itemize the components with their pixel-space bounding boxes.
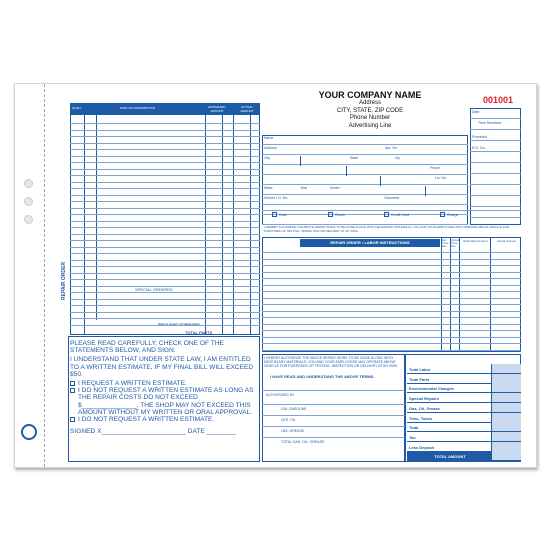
- col-divider: [96, 115, 97, 320]
- special-ordered-label: SPECIAL ORDERED: [135, 287, 173, 292]
- payment-row-line: [262, 210, 521, 211]
- labor-row-line: [262, 298, 521, 299]
- mileage-field-label: Odometer: [384, 196, 400, 200]
- field-line: [470, 151, 521, 152]
- header-actual-amount: ACTUAL AMOUNT: [240, 105, 254, 113]
- totals-amount-cell: [491, 413, 521, 423]
- printer-logo-icon: [21, 424, 37, 440]
- field-line: [470, 195, 521, 196]
- promised-label: Promised: [472, 135, 487, 139]
- totals-amount-cell: [491, 451, 521, 461]
- ro-number-label: R.O. No.: [472, 146, 486, 150]
- labor-row-line: [262, 337, 521, 338]
- name-field-label: Name: [264, 136, 274, 140]
- table-row-line: [70, 149, 260, 150]
- total-parts-label: TOTAL PARTS: [185, 330, 213, 335]
- labor-row-line: [262, 265, 521, 266]
- table-row-line: [70, 143, 260, 144]
- phone-field-label: Phone: [430, 166, 441, 170]
- labor-col-est-time: Est. Time Hrs.: [442, 238, 449, 248]
- table-row-line: [70, 279, 260, 280]
- labor-col-actual-amount: Actual Amount: [496, 239, 517, 243]
- apt-field-label: Apt. No.: [385, 146, 398, 150]
- col-divider: [84, 103, 85, 335]
- stub-label: REPAIR ORDER: [61, 262, 67, 300]
- labor-instructions-box: [262, 237, 521, 352]
- field-divider: [425, 186, 426, 196]
- model-field-label: Model: [330, 186, 340, 190]
- labor-col-divider: [459, 237, 460, 352]
- labor-row-line: [262, 252, 521, 253]
- divider: [262, 390, 405, 391]
- company-address: Address: [358, 100, 381, 106]
- table-row-line: [70, 130, 260, 131]
- field-line: [262, 224, 468, 225]
- table-row-line: [70, 188, 260, 189]
- table-row-line: [70, 312, 260, 313]
- table-row-line: [70, 182, 260, 183]
- table-row-line: [70, 299, 260, 300]
- totals-row: Special Repairs: [407, 393, 491, 403]
- col-divider: [222, 115, 223, 335]
- table-row-line: [70, 240, 260, 241]
- labor-col-divider: [490, 237, 491, 352]
- binder-hole: [24, 179, 33, 188]
- table-row-line: [70, 195, 260, 196]
- oil-row-line: [262, 426, 405, 427]
- binder-hole: [24, 197, 33, 206]
- signature-line: SIGNED X_______________________ DATE ________: [70, 428, 236, 436]
- totals-amount-cell: [491, 422, 521, 432]
- field-line: [470, 184, 521, 185]
- table-row-line: [70, 325, 260, 326]
- oil-row-line: [262, 415, 405, 416]
- totals-row: Gas, Oil, Grease: [407, 403, 491, 413]
- checkbox: [328, 212, 333, 217]
- checkbox[interactable]: [70, 417, 75, 422]
- field-line: [262, 214, 468, 215]
- brought-forward-label: BROUGHT FORWARD: [158, 322, 200, 327]
- address-field-label: Address: [264, 146, 277, 150]
- field-divider: [380, 176, 381, 186]
- field-line: [262, 154, 468, 155]
- labor-row-line: [262, 259, 521, 260]
- parts-table-header: [70, 103, 260, 115]
- labor-row-line: [262, 350, 521, 351]
- totals-row: Less Deposit: [407, 442, 491, 452]
- field-line: [470, 162, 521, 163]
- table-row-line: [70, 292, 260, 293]
- company-name: YOUR COMPANY NAME: [318, 90, 422, 100]
- repair-authorization-text: I HEREBY AUTHORIZE THE ABOVE REPAIR WORK TO BE DONE ALONG WITH NECESSARY MATERIALS. YOU AND YOUR EMPLOYEES MAY OPERATE ABOVE VEHICLE FOR PURPOSES OF TESTING, INSPECTION OR DELIVERY AT MY RISK.: [264, 356, 399, 368]
- option-request-estimate[interactable]: [70, 380, 260, 387]
- totals-amount-cell: [491, 374, 521, 384]
- time-received-label: Time Received: [478, 121, 502, 125]
- totals-row: Total Parts: [407, 374, 491, 384]
- totals-amount-cell: [491, 393, 521, 403]
- oil-row-label: QTS. OIL: [281, 418, 296, 422]
- totals-row: TOTAL AMOUNT: [407, 451, 491, 461]
- field-line: [262, 194, 468, 195]
- table-row-line: [70, 162, 260, 163]
- table-row-line: [70, 260, 260, 261]
- checkbox: [272, 212, 277, 217]
- labor-header: REPAIR ORDER • LABOR INSTRUCTIONS: [300, 239, 440, 247]
- table-row-line: [70, 175, 260, 176]
- parts-table: [70, 103, 260, 335]
- oil-row-line: [262, 437, 405, 438]
- col-divider: [205, 103, 206, 335]
- field-line: [470, 217, 521, 218]
- table-row-line: [70, 247, 260, 248]
- payment-option-label: Charge: [447, 213, 459, 217]
- oil-row-label: TOTAL GAS, OIL, GREASE: [281, 440, 325, 444]
- col-divider: [233, 103, 234, 335]
- field-line: [262, 184, 468, 185]
- table-row-line: [70, 156, 260, 157]
- perforated-stub: [15, 84, 45, 467]
- field-line: [470, 140, 521, 141]
- field-line: [470, 129, 521, 130]
- labor-row-line: [262, 311, 521, 312]
- header-estimated-amount: ESTIMATED AMOUNT: [208, 105, 226, 113]
- labor-row-line: [262, 291, 521, 292]
- totals-row: Total Labor: [407, 364, 491, 374]
- labor-row-line: [262, 304, 521, 305]
- table-row-line: [70, 214, 260, 215]
- oil-row-label: GAL GASOLINE: [281, 407, 307, 411]
- field-line: [470, 206, 521, 207]
- binder-hole: [24, 215, 33, 224]
- right-info-column: [470, 108, 521, 225]
- labor-col-actual-time: Actual Time Hrs.: [451, 238, 460, 248]
- checkbox: [440, 212, 445, 217]
- labor-col-divider: [450, 237, 451, 352]
- labor-row-line: [262, 285, 521, 286]
- header-quan: QUAN.: [72, 106, 82, 110]
- table-row-line: [70, 123, 260, 124]
- table-row-line: [70, 201, 260, 202]
- table-row-line: [70, 221, 260, 222]
- totals-amount-cell: [491, 383, 521, 393]
- field-line: [470, 118, 521, 119]
- labor-row-line: [262, 343, 521, 344]
- checkbox: [384, 212, 389, 217]
- year-field-label: Year: [300, 186, 308, 190]
- company-city: CITY, STATE, ZIP CODE: [336, 107, 404, 114]
- company-phone: Phone Number: [349, 115, 391, 121]
- totals-row: Tires, Tubes: [407, 413, 491, 423]
- state-field-label: State: [350, 156, 359, 160]
- labor-col-est-amount: Estimated Amount: [463, 239, 488, 243]
- form-number: 001001: [483, 95, 514, 105]
- date-field-label: Date: [472, 110, 480, 114]
- totals-amount-cell: [491, 364, 521, 374]
- totals-row: Environmental Charges: [407, 383, 491, 393]
- field-line: [262, 164, 468, 165]
- zip-field-label: Zip: [395, 156, 400, 160]
- company-advertising: Advertising Line: [348, 122, 392, 129]
- customer-info-box: [262, 135, 468, 225]
- labor-row-line: [262, 330, 521, 331]
- checkbox[interactable]: [70, 381, 75, 386]
- totals-amount-cell: [491, 403, 521, 413]
- lic-field-label: Lic. No.: [435, 176, 447, 180]
- labor-row-line: [262, 278, 521, 279]
- make-field-label: Make: [264, 186, 273, 190]
- table-row-line: [70, 208, 260, 209]
- authorized-by-label: AUTHORIZED BY: [266, 393, 295, 397]
- field-divider: [300, 156, 301, 166]
- company-header: [300, 90, 440, 130]
- table-row-line: [70, 318, 260, 319]
- field-line: [470, 173, 521, 174]
- checkbox[interactable]: [70, 388, 75, 393]
- table-row-line: [70, 305, 260, 306]
- totals-amount-cell: [491, 442, 521, 452]
- payment-option-label: Check: [335, 213, 345, 217]
- field-line: [262, 204, 468, 205]
- option-no-estimate-limit[interactable]: [70, 387, 260, 416]
- field-divider: [346, 166, 347, 176]
- oil-row-line: [262, 404, 405, 405]
- auth-statement: I UNDERSTAND THAT UNDER STATE LAW, I AM ENTITLED TO A WRITTEN ESTIMATE, IF MY FINAL BILL WILL EXCEED $50.: [70, 356, 254, 378]
- city-field-label: City: [264, 156, 271, 160]
- option-label: I DO NOT REQUEST A WRITTEN ESTIMATE.: [78, 416, 215, 424]
- table-row-line: [70, 227, 260, 228]
- payment-option-label: Credit Card: [391, 213, 409, 217]
- table-row-line: [70, 234, 260, 235]
- table-row-line: [70, 273, 260, 274]
- field-line: [262, 144, 468, 145]
- labor-row-line: [262, 324, 521, 325]
- estimate-authorization: [70, 340, 260, 437]
- totals-row: Tax: [407, 432, 491, 442]
- labor-col-divider: [441, 237, 442, 352]
- table-row-line: [70, 136, 260, 137]
- option-label: I DO NOT REQUEST A WRITTEN ESTIMATE AS LONG AS THE REPAIR COSTS DO NOT EXCEED $_______________. THE SHOP MAY NOT EXCEED THIS AMOUNT WITHOUT MY WRITTEN OR ORAL APPROVAL.: [78, 387, 254, 416]
- table-row-line: [70, 286, 260, 287]
- oil-row-label: LBS. GREASE: [281, 429, 305, 433]
- disclaimer-text: I HEREBY AUTHORIZE THE ABOVE REPAIR WORK TO BE DONE ALONG WITH NECESSARY MATERIALS. YOU AND YOUR EMPLOYEES MAY OPERATE ABOVE VEHICLE FOR PURPOSES OF TESTING, INSPECTION OR DELIVERY AT MY RISK.: [264, 225, 510, 233]
- payment-option-label: Cash: [279, 213, 288, 217]
- field-line: [262, 174, 468, 175]
- table-row-line: [70, 169, 260, 170]
- totals-amount-cell: [491, 432, 521, 442]
- header-part-description: PART NO./DESCRIPTION: [120, 106, 156, 110]
- read-understand-text: I HAVE READ AND UNDERSTAND THE ABOVE TERMS.: [270, 374, 375, 379]
- table-row-line: [70, 266, 260, 267]
- option-label: I REQUEST A WRITTEN ESTIMATE.: [78, 380, 187, 388]
- labor-row-line: [262, 317, 521, 318]
- vin-field-label: Vehicle I.D. No.: [264, 196, 289, 200]
- table-row-line: [70, 253, 260, 254]
- option-no-estimate[interactable]: [70, 416, 260, 423]
- labor-row-line: [262, 272, 521, 273]
- totals-row: Total: [407, 422, 491, 432]
- auth-instruction: PLEASE READ CAREFULLY, CHECK ONE OF THE STATEMENTS BELOW, AND SIGN:: [70, 340, 224, 355]
- col-divider: [250, 115, 251, 335]
